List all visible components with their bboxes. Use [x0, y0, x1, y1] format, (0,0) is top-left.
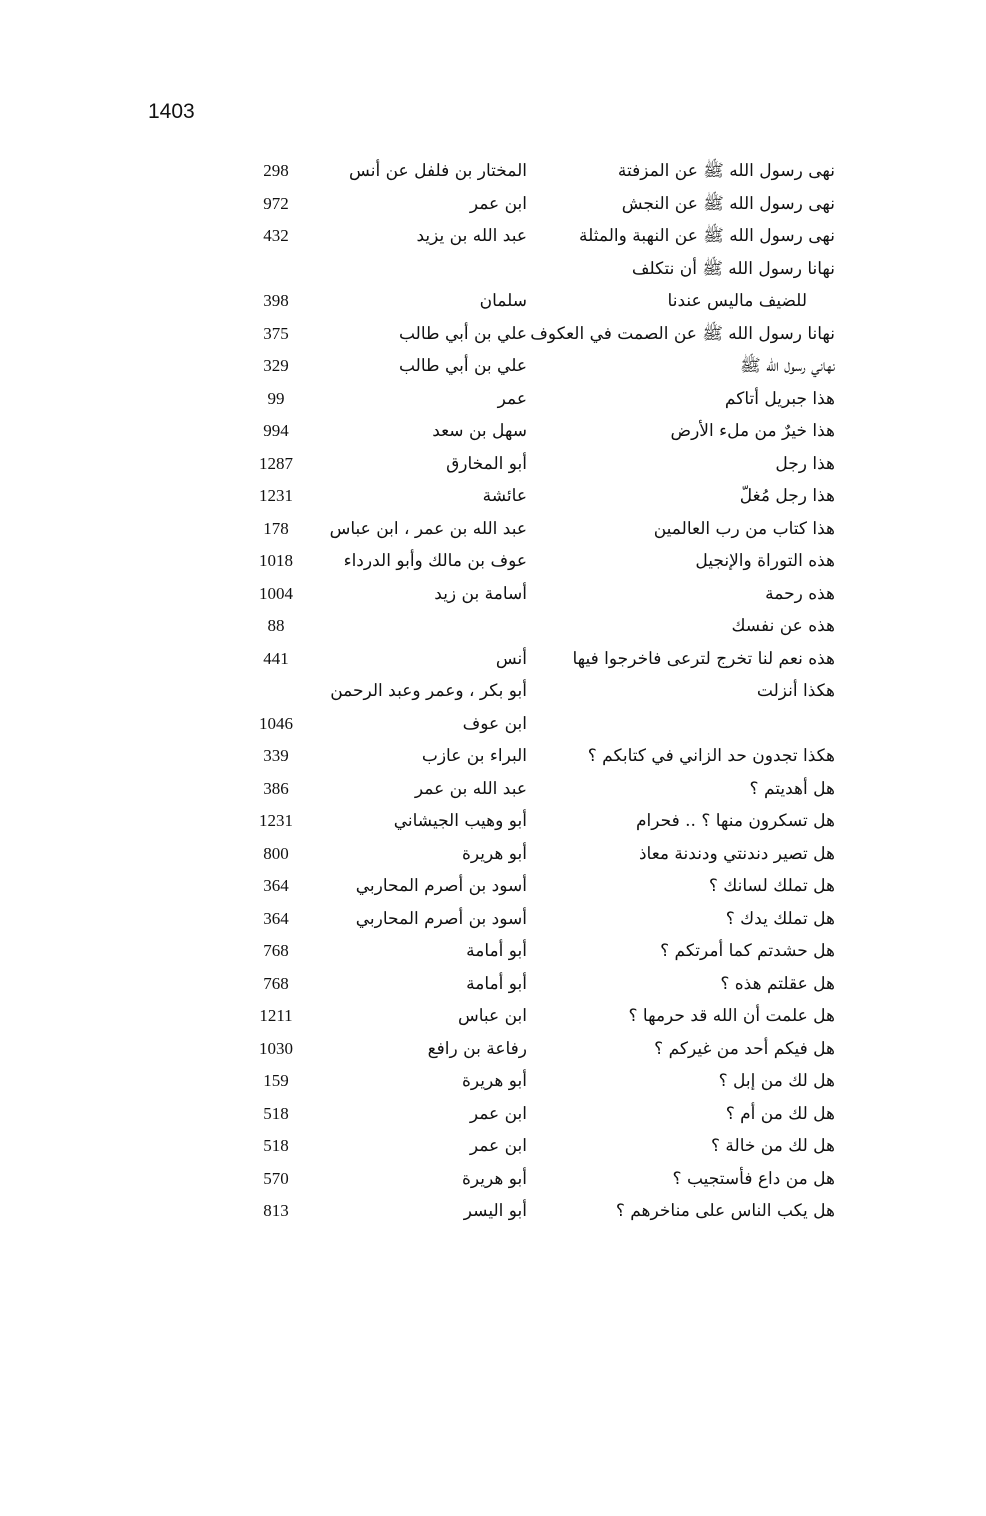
page-reference: 518 [263, 1136, 289, 1155]
page-reference: 298 [263, 161, 289, 180]
page-reference: 88 [267, 616, 285, 635]
hadith-text: هل تملك لسانك ؟ [708, 876, 835, 896]
narrator-name: أبو وهيب الجيشاني [393, 811, 527, 831]
hadith-text: نهاني رسول الله ﷺ [740, 356, 835, 376]
page-reference: 800 [263, 843, 289, 863]
narrator-name: علي بن أبي طالب [398, 323, 527, 344]
hadith-text: هذه رحمة [765, 583, 835, 604]
page-reference: 1018 [259, 551, 293, 570]
index-row [255, 1098, 835, 1131]
index-row [255, 838, 835, 871]
index-row [255, 643, 835, 676]
page-reference: 398 [263, 291, 289, 310]
page-reference: 972 [263, 193, 289, 213]
index-row [255, 578, 835, 611]
hadith-text: نهى رسول الله ﷺ عن النهبة والمثلة [579, 226, 835, 246]
index-row [255, 513, 835, 546]
narrator-name: ابن عمر [469, 1103, 527, 1124]
index-row [255, 1000, 835, 1033]
index-row [255, 188, 835, 221]
page-reference: 99 [267, 388, 285, 408]
index-row [255, 610, 835, 643]
hadith-text: نهانا رسول الله ﷺ عن الصمت في العكوف [530, 323, 835, 344]
page-reference: 432 [263, 226, 289, 245]
narrator-name: سهل بن سعد [432, 421, 527, 441]
page-reference: 375 [263, 323, 289, 343]
page-reference: 339 [263, 746, 289, 765]
narrator-name: رفاعة بن رافع [427, 1038, 527, 1059]
index-row [255, 1195, 835, 1228]
page-reference: 441 [263, 648, 289, 668]
index-row [255, 220, 835, 253]
narrator-name: البراء بن عازب [421, 746, 527, 766]
hadith-text: هذا كتاب من رب العالمين [653, 518, 835, 539]
hadith-text: هل يكب الناس على مناخرهم ؟ [615, 1201, 835, 1221]
page-reference: 768 [263, 973, 289, 993]
index-row [255, 1163, 835, 1196]
hadith-text: هل لك من أم ؟ [725, 1103, 835, 1124]
hadith-text: هل عقلتم هذه ؟ [720, 973, 835, 994]
narrator-name: أسود بن أصرم المحاربي [355, 876, 527, 896]
page-reference: 1287 [259, 453, 293, 473]
page-reference: 1231 [259, 811, 293, 830]
index-row [255, 448, 835, 481]
page-reference: 178 [263, 518, 289, 538]
page-reference: 1231 [259, 486, 293, 505]
page-reference: 518 [263, 1103, 289, 1123]
narrator-name: ابن عوف [462, 713, 527, 734]
narrator-name: ابن عباس [457, 1006, 527, 1026]
narrator-name: أبو اليسر [463, 1201, 527, 1221]
hadith-text: هل تصير دندنتي ودندنة معاذ [638, 843, 835, 864]
page-reference: 1030 [259, 1038, 293, 1058]
index-row [255, 1130, 835, 1163]
hadith-text: هل حشدتم كما أمرتكم ؟ [660, 941, 835, 961]
narrator-name: عبد الله بن يزيد [416, 226, 527, 246]
index-row [255, 318, 835, 351]
hadith-text: نهانا رسول الله ﷺ أن نتكلف [631, 258, 835, 279]
index-row [255, 968, 835, 1001]
hadith-text: هكذا تجدون حد الزاني في كتابكم ؟ [587, 746, 835, 766]
hadith-text: هذه نعم لنا تخرج لترعى فاخرجوا فيها [572, 648, 835, 669]
page-reference: 1004 [259, 583, 293, 603]
hadith-text: هل لك من إبل ؟ [718, 1071, 835, 1091]
hadith-text: هل تسكرون منها ؟ .. فحرام [635, 811, 835, 831]
narrator-name: ابن عمر [469, 193, 527, 214]
hadith-text: هل لك من خالة ؟ [710, 1136, 835, 1156]
narrator-name: عبد الله بن عمر [414, 778, 527, 799]
index-row [255, 903, 835, 936]
index-row [255, 805, 835, 838]
narrator-name: أبو أمامة [466, 973, 527, 994]
hadith-text: هل علمت أن الله قد حرمها ؟ [628, 1006, 835, 1026]
hadith-text: هذه التوراة والإنجيل [695, 551, 835, 571]
narrator-name: أبو هريرة [461, 843, 527, 864]
page-reference: 159 [263, 1071, 289, 1090]
hadith-text: هذا رجل [775, 453, 835, 474]
index-row [255, 935, 835, 968]
hadith-text: هل من داع فأستجيب ؟ [672, 1168, 835, 1189]
hadith-text: للضيف ماليس عندنا [667, 291, 807, 311]
page-reference: 1211 [259, 1006, 293, 1025]
narrator-name: أبو بكر ، وعمر وعبد الرحمن [330, 681, 527, 701]
index-row [255, 480, 835, 513]
page-reference: 813 [263, 1201, 289, 1220]
index-row [255, 415, 835, 448]
narrator-name: أنس [495, 648, 527, 669]
narrator-name: سلمان [479, 291, 527, 311]
hadith-text: هذا خيرٌ من ملء الأرض [670, 421, 835, 441]
hadith-text: نهى رسول الله ﷺ عن النجش [621, 193, 835, 214]
hadith-text: هكذا أنزلت [756, 681, 835, 701]
page-reference: 570 [263, 1168, 289, 1188]
hadith-text: هل أهديتم ؟ [749, 778, 835, 799]
narrator-name: عوف بن مالك وأبو الدرداء [343, 551, 527, 571]
narrator-name: أبو أمامة [466, 941, 527, 961]
index-row [255, 675, 835, 708]
index-row [255, 773, 835, 806]
index-row [255, 1065, 835, 1098]
page-reference: 386 [263, 778, 289, 798]
narrator-name: أبو هريرة [461, 1168, 527, 1189]
page-reference: 364 [263, 908, 289, 928]
narrator-name: ابن عمر [469, 1136, 527, 1156]
page-reference: 768 [263, 941, 289, 960]
narrator-name: عبد الله بن عمر ، ابن عباس [329, 518, 527, 539]
page-reference: 329 [263, 356, 289, 375]
index-row [255, 740, 835, 773]
index-row [255, 1033, 835, 1066]
index-row [255, 155, 835, 188]
page-reference: 1046 [259, 713, 293, 733]
hadith-text: هذا رجل مُغلّ [739, 486, 835, 506]
index-row [255, 383, 835, 416]
hadith-index-table [255, 155, 835, 1228]
narrator-name: علي بن أبي طالب [398, 356, 527, 376]
index-row [255, 285, 835, 318]
narrator-name: أسامة بن زيد [434, 583, 527, 604]
narrator-name: عمر [497, 388, 527, 409]
page-number: 1403 [148, 100, 195, 123]
index-row [255, 870, 835, 903]
hadith-text: هل تملك يدك ؟ [725, 908, 835, 929]
narrator-name: المختار بن فلفل عن أنس [349, 161, 527, 181]
index-row [255, 350, 835, 383]
page-reference: 364 [263, 876, 289, 895]
hadith-text: هذا جبريل أتاكم [724, 388, 835, 409]
narrator-name: أبو المخارق [446, 453, 527, 474]
narrator-name: عائشة [482, 486, 527, 506]
index-row [255, 253, 835, 286]
hadith-text: نهى رسول الله ﷺ عن المزفتة [617, 161, 835, 181]
index-row [255, 545, 835, 578]
page-reference: 994 [263, 421, 289, 440]
narrator-name: أبو هريرة [461, 1071, 527, 1091]
index-row [255, 708, 835, 741]
narrator-name: أسود بن أصرم المحاربي [355, 908, 527, 929]
hadith-text: هذه عن نفسك [731, 616, 835, 636]
hadith-text: هل فيكم أحد من غيركم ؟ [654, 1038, 835, 1059]
